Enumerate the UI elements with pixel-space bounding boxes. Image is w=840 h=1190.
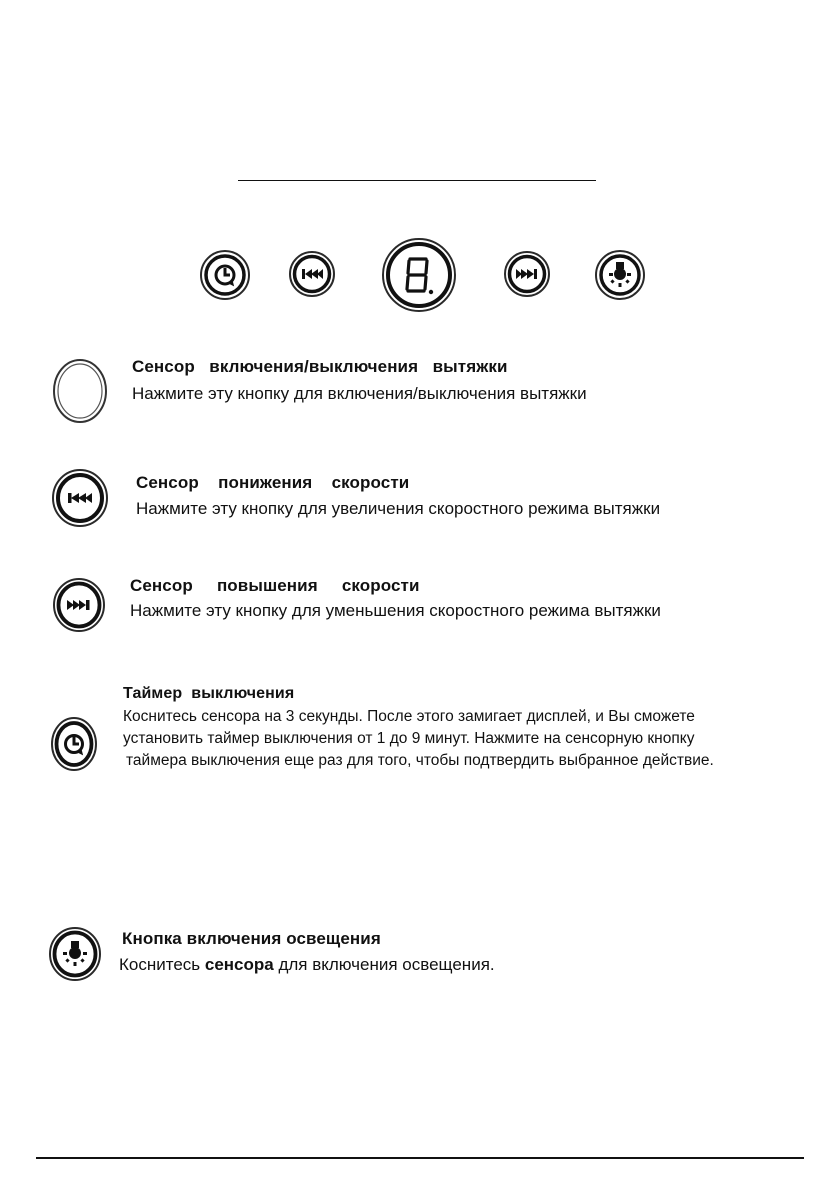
rewind-icon (51, 468, 109, 528)
seven-segment-display (381, 237, 457, 313)
rewind-icon (288, 250, 336, 298)
item-power-title: Сенсор включения/выключения вытяжки (132, 357, 508, 376)
panel-speed-down-button[interactable] (288, 250, 336, 298)
item-timer-desc-line-2: установить таймер выключения от 1 до 9 минут. Нажмите на сенсорную кнопку (123, 730, 695, 747)
light-icon (594, 249, 646, 301)
footer-rule (36, 1157, 804, 1159)
header-rule (238, 180, 596, 181)
item-speed-up-title: Сенсор повышения скорости (130, 576, 420, 595)
panel-power-display-button[interactable] (381, 237, 457, 313)
item-speed-down-desc: Нажмите эту кнопку для увеличения скоростного режима вытяжки (136, 499, 661, 518)
item-light-desc-suffix: для включения освещения. (273, 955, 495, 974)
item-light-desc (119, 955, 495, 975)
item-speed-up-desc: Нажмите эту кнопку для уменьшения скоростного режима вытяжки (130, 601, 661, 620)
item-light-title: Кнопка включения освещения (122, 929, 381, 948)
timer-icon (199, 249, 251, 301)
panel-timer-button[interactable] (199, 249, 251, 301)
item-light-desc-prefix: Коснитесь (119, 955, 205, 974)
item-timer-desc-line-3: таймера выключения еще раз для того, чтобы подтвердить выбранное действие. (126, 752, 714, 769)
timer-icon (50, 716, 98, 772)
fast-forward-icon (503, 250, 551, 298)
panel-speed-up-button[interactable] (503, 250, 551, 298)
item-light-desc-bold: сенсора (204, 955, 274, 974)
item-speed-down-title: Сенсор понижения скорости (136, 473, 410, 492)
fast-forward-icon (52, 577, 106, 633)
power-ring-icon (52, 358, 108, 424)
item-power-desc: Нажмите эту кнопку для включения/выключения вытяжки (132, 384, 587, 403)
panel-light-button[interactable] (594, 249, 646, 301)
light-icon (48, 926, 102, 982)
item-timer-title: Таймер выключения (123, 685, 295, 702)
item-timer-desc-line-1: Коснитесь сенсора на 3 секунды. После этого замигает дисплей, и Вы сможете (123, 708, 695, 725)
